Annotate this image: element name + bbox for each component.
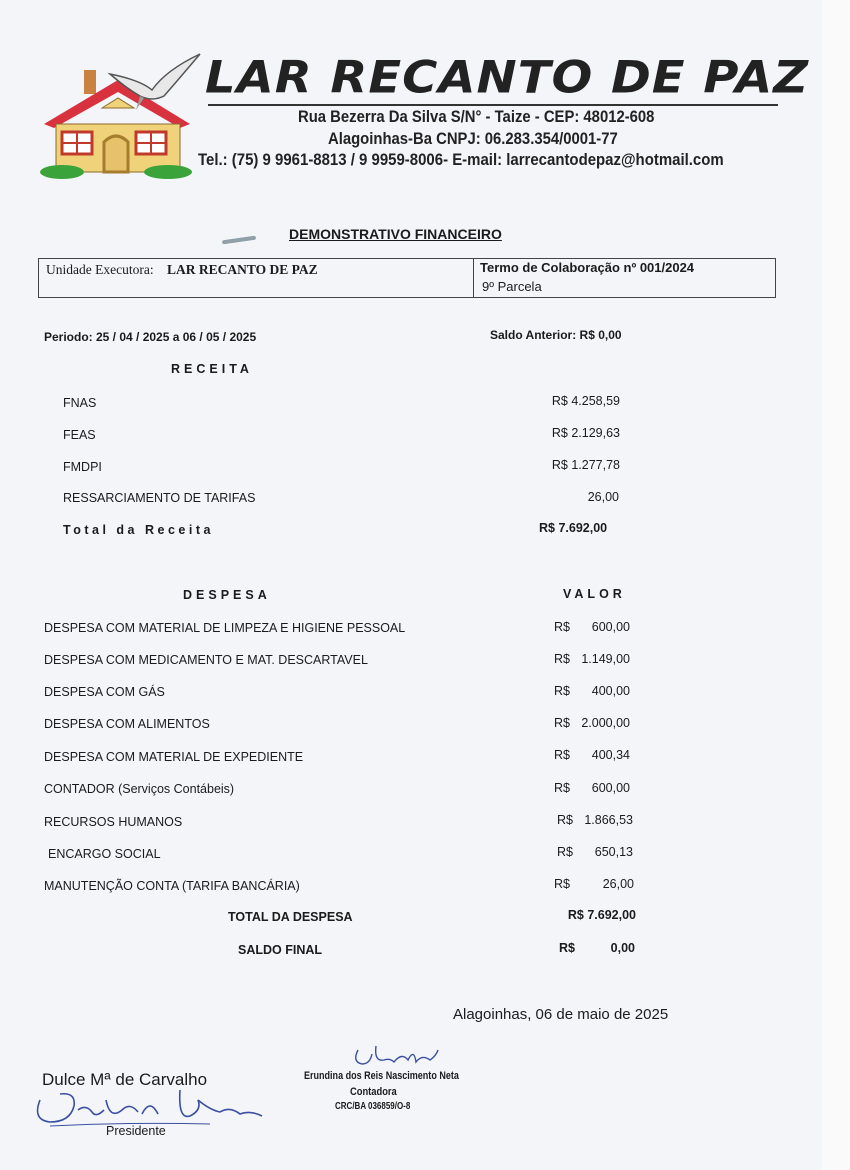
receita-item-value: R$ 2.129,63 [551,426,620,440]
despesa-item-label: DESPESA COM MATERIAL DE EXPEDIENTE [44,750,304,764]
accountant-crc: CRC/BA 036859/O-8 [335,1101,411,1112]
house-logo-icon [40,50,205,180]
despesa-item-value: 600,00 [591,781,630,795]
period: Periodo: 25 / 04 / 2025 a 06 / 05 / 2025 [44,330,257,344]
organization-address: Rua Bezerra Da Silva S/N° - Taize - CEP: 48012-608 [298,108,655,126]
despesa-item-label: CONTADOR (Serviços Contábeis) [44,782,235,796]
despesa-item-currency: R$ [554,684,570,698]
president-title: Presidente [106,1124,166,1138]
accountant-name: Erundina dos Reis Nascimento Neta [304,1070,459,1082]
receita-item-value: R$ 4.258,59 [551,394,620,408]
receita-item-value: 26,00 [587,490,619,504]
valor-heading: VALOR [563,587,626,601]
president-name: Dulce Mª de Carvalho [42,1070,208,1089]
despesa-item-value: 400,00 [591,684,630,698]
despesa-item-value: 1.866,53 [584,813,633,827]
despesa-item-currency: R$ [557,845,573,859]
despesa-heading: DESPESA [183,588,271,602]
executing-unit [46,262,318,278]
despesa-item-currency: R$ [554,781,570,795]
despesa-item-currency: R$ [554,716,570,730]
despesa-item-value: 1.149,00 [581,652,630,666]
page-edge [822,0,850,1170]
receita-item-label: FNAS [63,396,97,410]
previous-balance: Saldo Anterior: R$ 0,00 [490,328,622,342]
saldo-final-label: SALDO FINAL [238,943,323,957]
despesa-item-value: 26,00 [602,877,634,891]
organization-contact: Tel.: (75) 9 9961-8813 / 9 9959-8006- E-mail: larrecantodepaz@hotmail.com [198,150,724,169]
despesa-total-value: R$ 7.692,00 [567,908,636,922]
despesa-item-value: 2.000,00 [581,716,630,730]
header-divider [208,104,778,106]
despesa-item-label: DESPESA COM MATERIAL DE LIMPEZA E HIGIENE PESSOAL [44,621,406,635]
despesa-item-label: DESPESA COM MEDICAMENTO E MAT. DESCARTAVEL [44,653,368,667]
despesa-item-value: 650,13 [594,845,633,859]
saldo-final-value: 0,00 [610,941,635,955]
despesa-item-value: 400,34 [591,748,630,762]
despesa-item-label: DESPESA COM GÁS [44,685,165,699]
receita-item-label: FEAS [63,428,96,442]
despesa-item-label: RECURSOS HUMANOS [44,815,183,829]
signature-accountant-icon [350,1040,440,1070]
despesa-item-label: ENCARGO SOCIAL [48,847,161,861]
receita-total-label: Total da Receita [63,523,214,537]
despesa-item-currency: R$ [554,620,570,634]
despesa-item-label: DESPESA COM ALIMENTOS [44,717,210,731]
receita-heading: RECEITA [171,362,253,376]
receita-item-label: FMDPI [63,460,102,474]
despesa-total-label: TOTAL DA DESPESA [228,910,353,924]
ink-mark [222,236,256,245]
receita-total-value: R$ 7.692,00 [539,521,608,535]
document-title: DEMONSTRATIVO FINANCEIRO [289,226,502,242]
header-box-divider [473,258,474,297]
despesa-item-label: MANUTENÇÃO CONTA (TARIFA BANCÁRIA) [44,879,300,893]
organization-name: LAR RECANTO DE PAZ [205,52,810,104]
executing-unit-value: LAR RECANTO DE PAZ [166,262,318,277]
despesa-item-value: 600,00 [591,620,630,634]
despesa-item-currency: R$ [554,748,570,762]
despesa-item-currency: R$ [554,652,570,666]
receita-item-value: R$ 1.277,78 [551,458,620,472]
parcela: 9º Parcela [482,279,542,294]
accountant-role: Contadora [350,1086,397,1098]
despesa-item-currency: R$ [557,813,573,827]
despesa-item-currency: R$ [554,877,570,891]
receita-item-label: RESSARCIAMENTO DE TARIFAS [63,491,256,505]
termo-colaboracao: Termo de Colaboração nº 001/2024 [480,260,695,275]
saldo-final-currency: R$ [559,941,575,955]
organization-cnpj: Alagoinhas-Ba CNPJ: 06.283.354/0001-77 [328,130,618,148]
place-and-date: Alagoinhas, 06 de maio de 2025 [453,1006,669,1023]
executing-unit-label: Unidade Executora: [46,262,154,277]
